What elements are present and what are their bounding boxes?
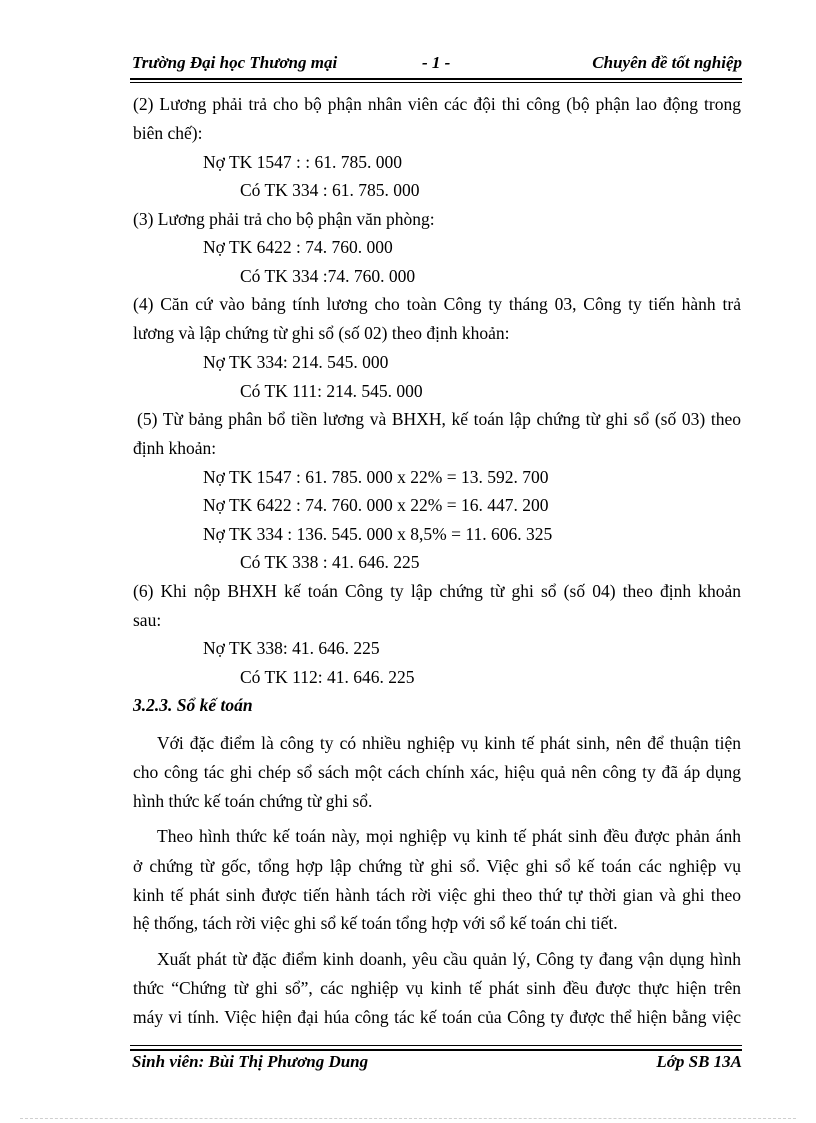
header-school: Trường Đại học Thương mại <box>132 53 338 72</box>
section-heading: 3.2.3. Sổ kế toán <box>133 695 253 715</box>
paragraph-1-line-2: cho công tác ghi chép sổ sách một cách chính xác, hiệu quả nên công ty đã áp dụng <box>133 762 741 782</box>
entry-3-debit: Nợ TK 6422 : 74. 760. 000 <box>203 237 393 257</box>
entry-6-text-line-2: sau: <box>133 610 162 630</box>
entry-4-debit: Nợ TK 334: 214. 545. 000 <box>203 352 389 372</box>
page-footer <box>132 1052 742 1076</box>
entry-5-debit-334: Nợ TK 334 : 136. 545. 000 x 8,5% = 11. 606. 325 <box>203 524 553 544</box>
entry-6-text-line-1: (6) Khi nộp BHXH kế toán Công ty lập chứng từ ghi sổ (số 04) theo định khoản <box>133 581 741 601</box>
entry-5-text-line-1: (5) Từ bảng phân bổ tiền lương và BHXH, kế toán lập chứng từ ghi sổ (số 03) theo <box>137 409 741 429</box>
footer-rule-thin <box>130 1045 742 1046</box>
entry-3-text-line-1: (3) Lương phải trả cho bộ phận văn phòng: <box>133 209 435 229</box>
entry-5-debit-6422: Nợ TK 6422 : 74. 760. 000 x 22% = 16. 447. 200 <box>203 495 549 515</box>
entry-6-debit: Nợ TK 338: 41. 646. 225 <box>203 638 380 658</box>
entry-2-credit: Có TK 334 : 61. 785. 000 <box>240 180 420 200</box>
paragraph-2-line-2: ở chứng từ gốc, tổng hợp lập chứng từ ghi sổ. Việc ghi sổ kế toán các nghiệp vụ <box>133 856 741 876</box>
paragraph-3-line-3: máy vi tính. Việc hiện đại húa công tác kế toán của Công ty được thể hiện bằng việc <box>133 1007 741 1027</box>
entry-4-credit: Có TK 111: 214. 545. 000 <box>240 381 423 401</box>
entry-6-credit: Có TK 112: 41. 646. 225 <box>240 667 415 687</box>
paragraph-2-line-4: hệ thống, tách rời việc ghi sổ kế toán tổng hợp với sổ kế toán chi tiết. <box>133 913 618 933</box>
header-rule-thin <box>130 82 742 83</box>
paragraph-1-line-3: hình thức kế toán chứng từ ghi sổ. <box>133 791 373 811</box>
paragraph-2-line-3: kinh tế phát sinh được tiến hành tách rời việc ghi theo thứ tự thời gian và ghi theo <box>133 885 741 905</box>
paragraph-3-line-1: Xuất phát từ đặc điểm kinh doanh, yêu cầu quản lý, Công ty đang vận dụng hình <box>157 949 741 969</box>
entry-5-debit-1547: Nợ TK 1547 : 61. 785. 000 x 22% = 13. 592. 700 <box>203 467 549 487</box>
paragraph-2-line-1: Theo hình thức kế toán này, mọi nghiệp vụ kinh tế phát sinh đều được phản ánh <box>157 826 741 846</box>
page-bottom-dashed-edge <box>20 1118 796 1119</box>
entry-2-debit: Nợ TK 1547 : : 61. 785. 000 <box>203 152 403 172</box>
page-header <box>132 50 742 76</box>
header-thesis-title: Chuyên đề tốt nghiệp <box>592 53 742 72</box>
entry-5-text-line-2: định khoản: <box>133 438 217 458</box>
entry-4-text-line-1: (4) Căn cứ vào bảng tính lương cho toàn Công ty tháng 03, Công ty tiến hành trả <box>133 294 741 314</box>
footer-rule-thick <box>130 1049 742 1051</box>
entry-2-text-line-1: (2) Lương phải trả cho bộ phận nhân viên các đội thi công (bộ phận lao động trong <box>133 94 741 114</box>
entry-5-credit: Có TK 338 : 41. 646. 225 <box>240 552 420 572</box>
footer-class: Lớp SB 13A <box>656 1052 742 1071</box>
paragraph-1-line-1: Với đặc điểm là công ty có nhiều nghiệp vụ kinh tế phát sinh, nên để thuận tiện <box>157 733 741 753</box>
entry-3-credit: Có TK 334 :74. 760. 000 <box>240 266 416 286</box>
header-page-number: - 1 - <box>422 53 451 72</box>
header-rule-thick <box>130 78 742 80</box>
entry-2-text-line-2: biên chế): <box>133 123 203 143</box>
footer-student-name: Sinh viên: Bùi Thị Phương Dung <box>132 1052 369 1071</box>
paragraph-3-line-2: thức “Chứng từ ghi sổ”, các nghiệp vụ kinh tế phát sinh đều được thực hiện trên <box>133 978 741 998</box>
entry-4-text-line-2: lương và lập chứng từ ghi sổ (số 02) theo định khoản: <box>133 323 510 343</box>
